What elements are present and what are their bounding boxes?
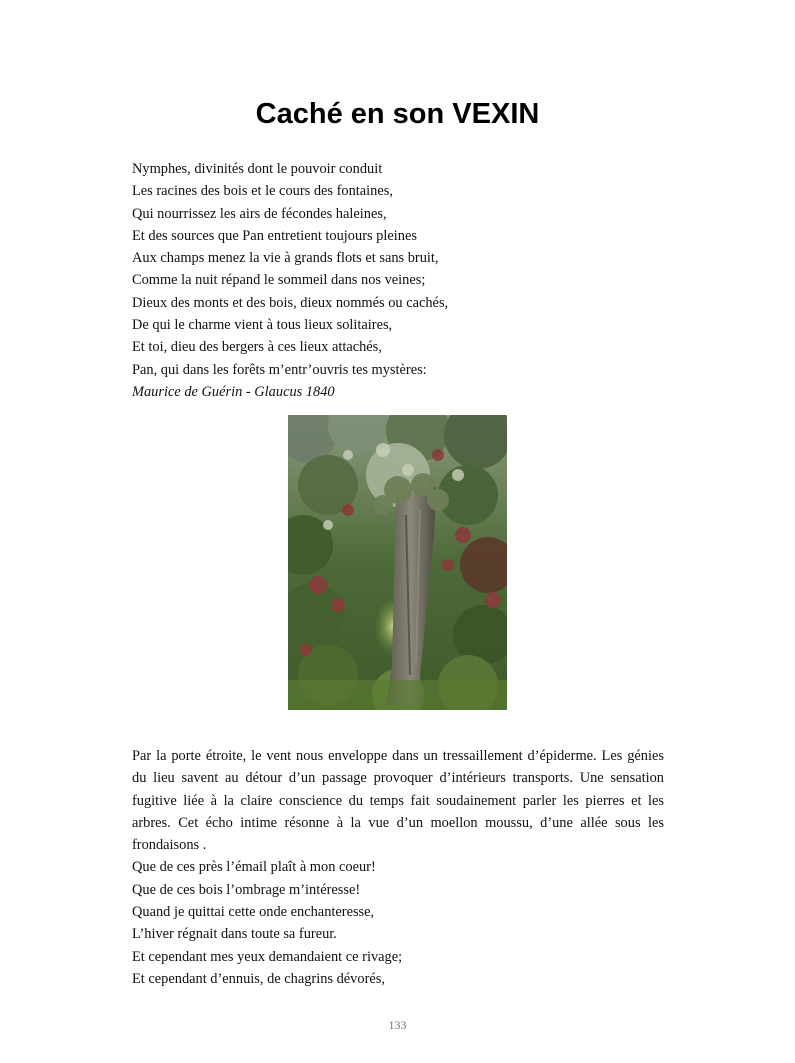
poem-attribution: Maurice de Guérin - Glaucus 1840	[132, 383, 335, 400]
poem-line: Comme la nuit répand le sommeil dans nos veines;	[132, 272, 426, 289]
poem-line: Aux champs menez la vie à grands flots et sans bruit,	[132, 250, 439, 267]
page-title: Caché en son VEXIN	[255, 98, 540, 130]
poem-line: Et des sources que Pan entretient toujours pleines	[132, 227, 417, 244]
verse-line: Et cependant d’ennuis, de chagrins dévorés,	[132, 970, 385, 987]
verse-line: Et cependant mes yeux demandaient ce rivage;	[132, 948, 403, 965]
poem-line: Et toi, dieu des bergers à ces lieux attachés,	[132, 339, 382, 356]
page-number: 133	[388, 1018, 407, 1032]
photo-tree-trunk-in-ivy	[288, 415, 507, 710]
poem-line: Qui nourrissez les airs de fécondes haleines,	[132, 205, 387, 222]
poem-line: De qui le charme vient à tous lieux solitaires,	[132, 317, 393, 334]
poem-line: Les racines des bois et le cours des fontaines,	[132, 183, 393, 200]
poem-line: Dieux des monts et des bois, dieux nommés ou cachés,	[132, 294, 449, 311]
poem-line: Nymphes, divinités dont le pouvoir conduit	[132, 161, 383, 177]
poem-line: Pan, qui dans les forêts m’entr’ouvris tes mystères:	[132, 361, 427, 378]
verse-line: Quand je quittai cette onde enchanteresse,	[132, 904, 375, 921]
verse-line: Que de ces près l’émail plaît à mon coeur!	[132, 859, 376, 876]
prose-paragraph: Par la porte étroite, le vent nous enveloppe dans un tressaillement d’épiderme. Les génies du lieu savent au détour d’un passage provoquer d’intérieurs transports. Une sensation fugitive liée à la claire conscience du temps fait soudainement parler les pierres et les arbres. Cet écho intime résonne à la vue d’un moellon moussu, d’une allée sous les frondaisons .	[132, 748, 664, 854]
verse-line: Que de ces bois l’ombrage m’intéresse!	[132, 881, 361, 898]
verse-line: L’hiver régnait dans toute sa fureur.	[132, 926, 337, 943]
prose-section	[132, 745, 664, 990]
poem	[132, 158, 672, 403]
